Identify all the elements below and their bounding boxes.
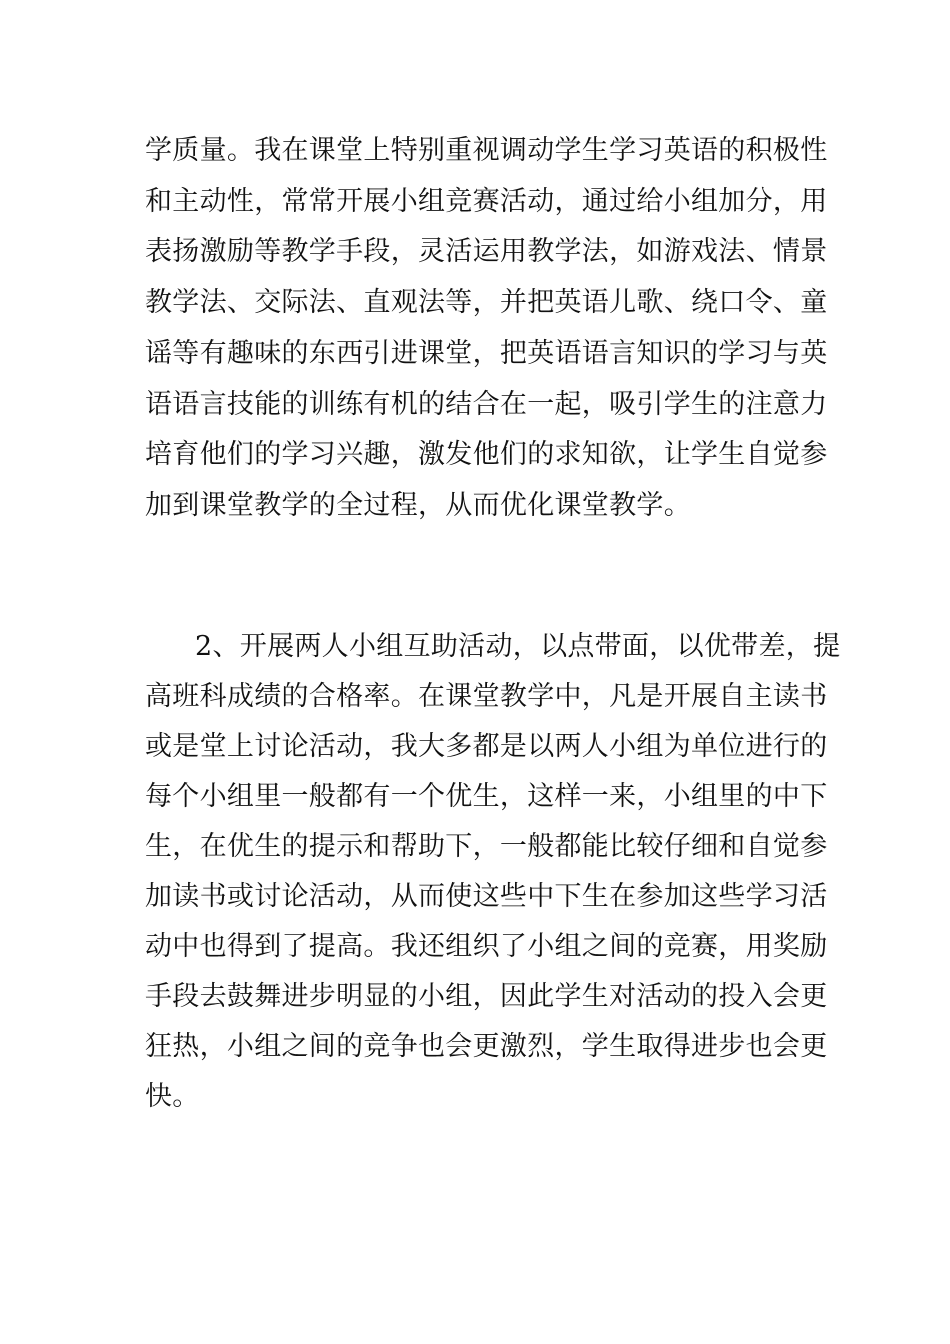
paragraph-2-line-10: 快。 — [145, 1081, 200, 1112]
paragraph-1-line-1: 学质量。我在课堂上特别重视调动学生学习英语的积极性 — [145, 135, 828, 166]
paragraph-2-line-6: 加读书或讨论活动，从而使这些中下生在参加这些学习活 — [145, 881, 828, 912]
paragraph-1-line-7: 培育他们的学习兴趣，激发他们的求知欲，让学生自觉参 — [145, 439, 828, 471]
paragraph-2-line-8: 手段去鼓舞进步明显的小组，因此学生对活动的投入会更 — [145, 981, 828, 1012]
paragraph-2-line-2: 高班科成绩的合格率。在课堂教学中，凡是开展自主读书 — [145, 681, 828, 712]
paragraph-1-line-6: 语语言技能的训练有机的结合在一起，吸引学生的注意力 — [145, 388, 828, 420]
paragraph-1-line-8: 加到课堂教学的全过程，从而优化课堂教学。 — [145, 489, 691, 521]
paragraph-1-line-2: 和主动性，常常开展小组竞赛活动，通过给小组加分，用 — [145, 185, 828, 217]
paragraph-2-line-5: 生，在优生的提示和帮助下，一般都能比较仔细和自觉参 — [145, 831, 828, 862]
paragraph-2-line-1: 2、开展两人小组互助活动，以点带面，以优带差，提 — [195, 631, 841, 662]
paragraph-2-line-7: 动中也得到了提高。我还组织了小组之间的竞赛，用奖励 — [145, 931, 828, 962]
paragraph-1-line-5: 谣等有趣味的东西引进课堂，把英语语言知识的学习与英 — [145, 337, 828, 369]
paragraph-2-line-9: 狂热，小组之间的竞争也会更激烈，学生取得进步也会更 — [145, 1031, 828, 1062]
paragraph-1-line-4: 教学法、交际法、直观法等，并把英语儿歌、绕口令、童 — [145, 287, 828, 319]
paragraph-2-line-3: 或是堂上讨论活动，我大多都是以两人小组为单位进行的 — [145, 731, 828, 762]
paragraph-1-line-3: 表扬激励等教学手段，灵活运用教学法，如游戏法、情景 — [145, 236, 828, 268]
paragraph-2-line-4: 每个小组里一般都有一个优生，这样一来，小组里的中下 — [145, 781, 828, 812]
